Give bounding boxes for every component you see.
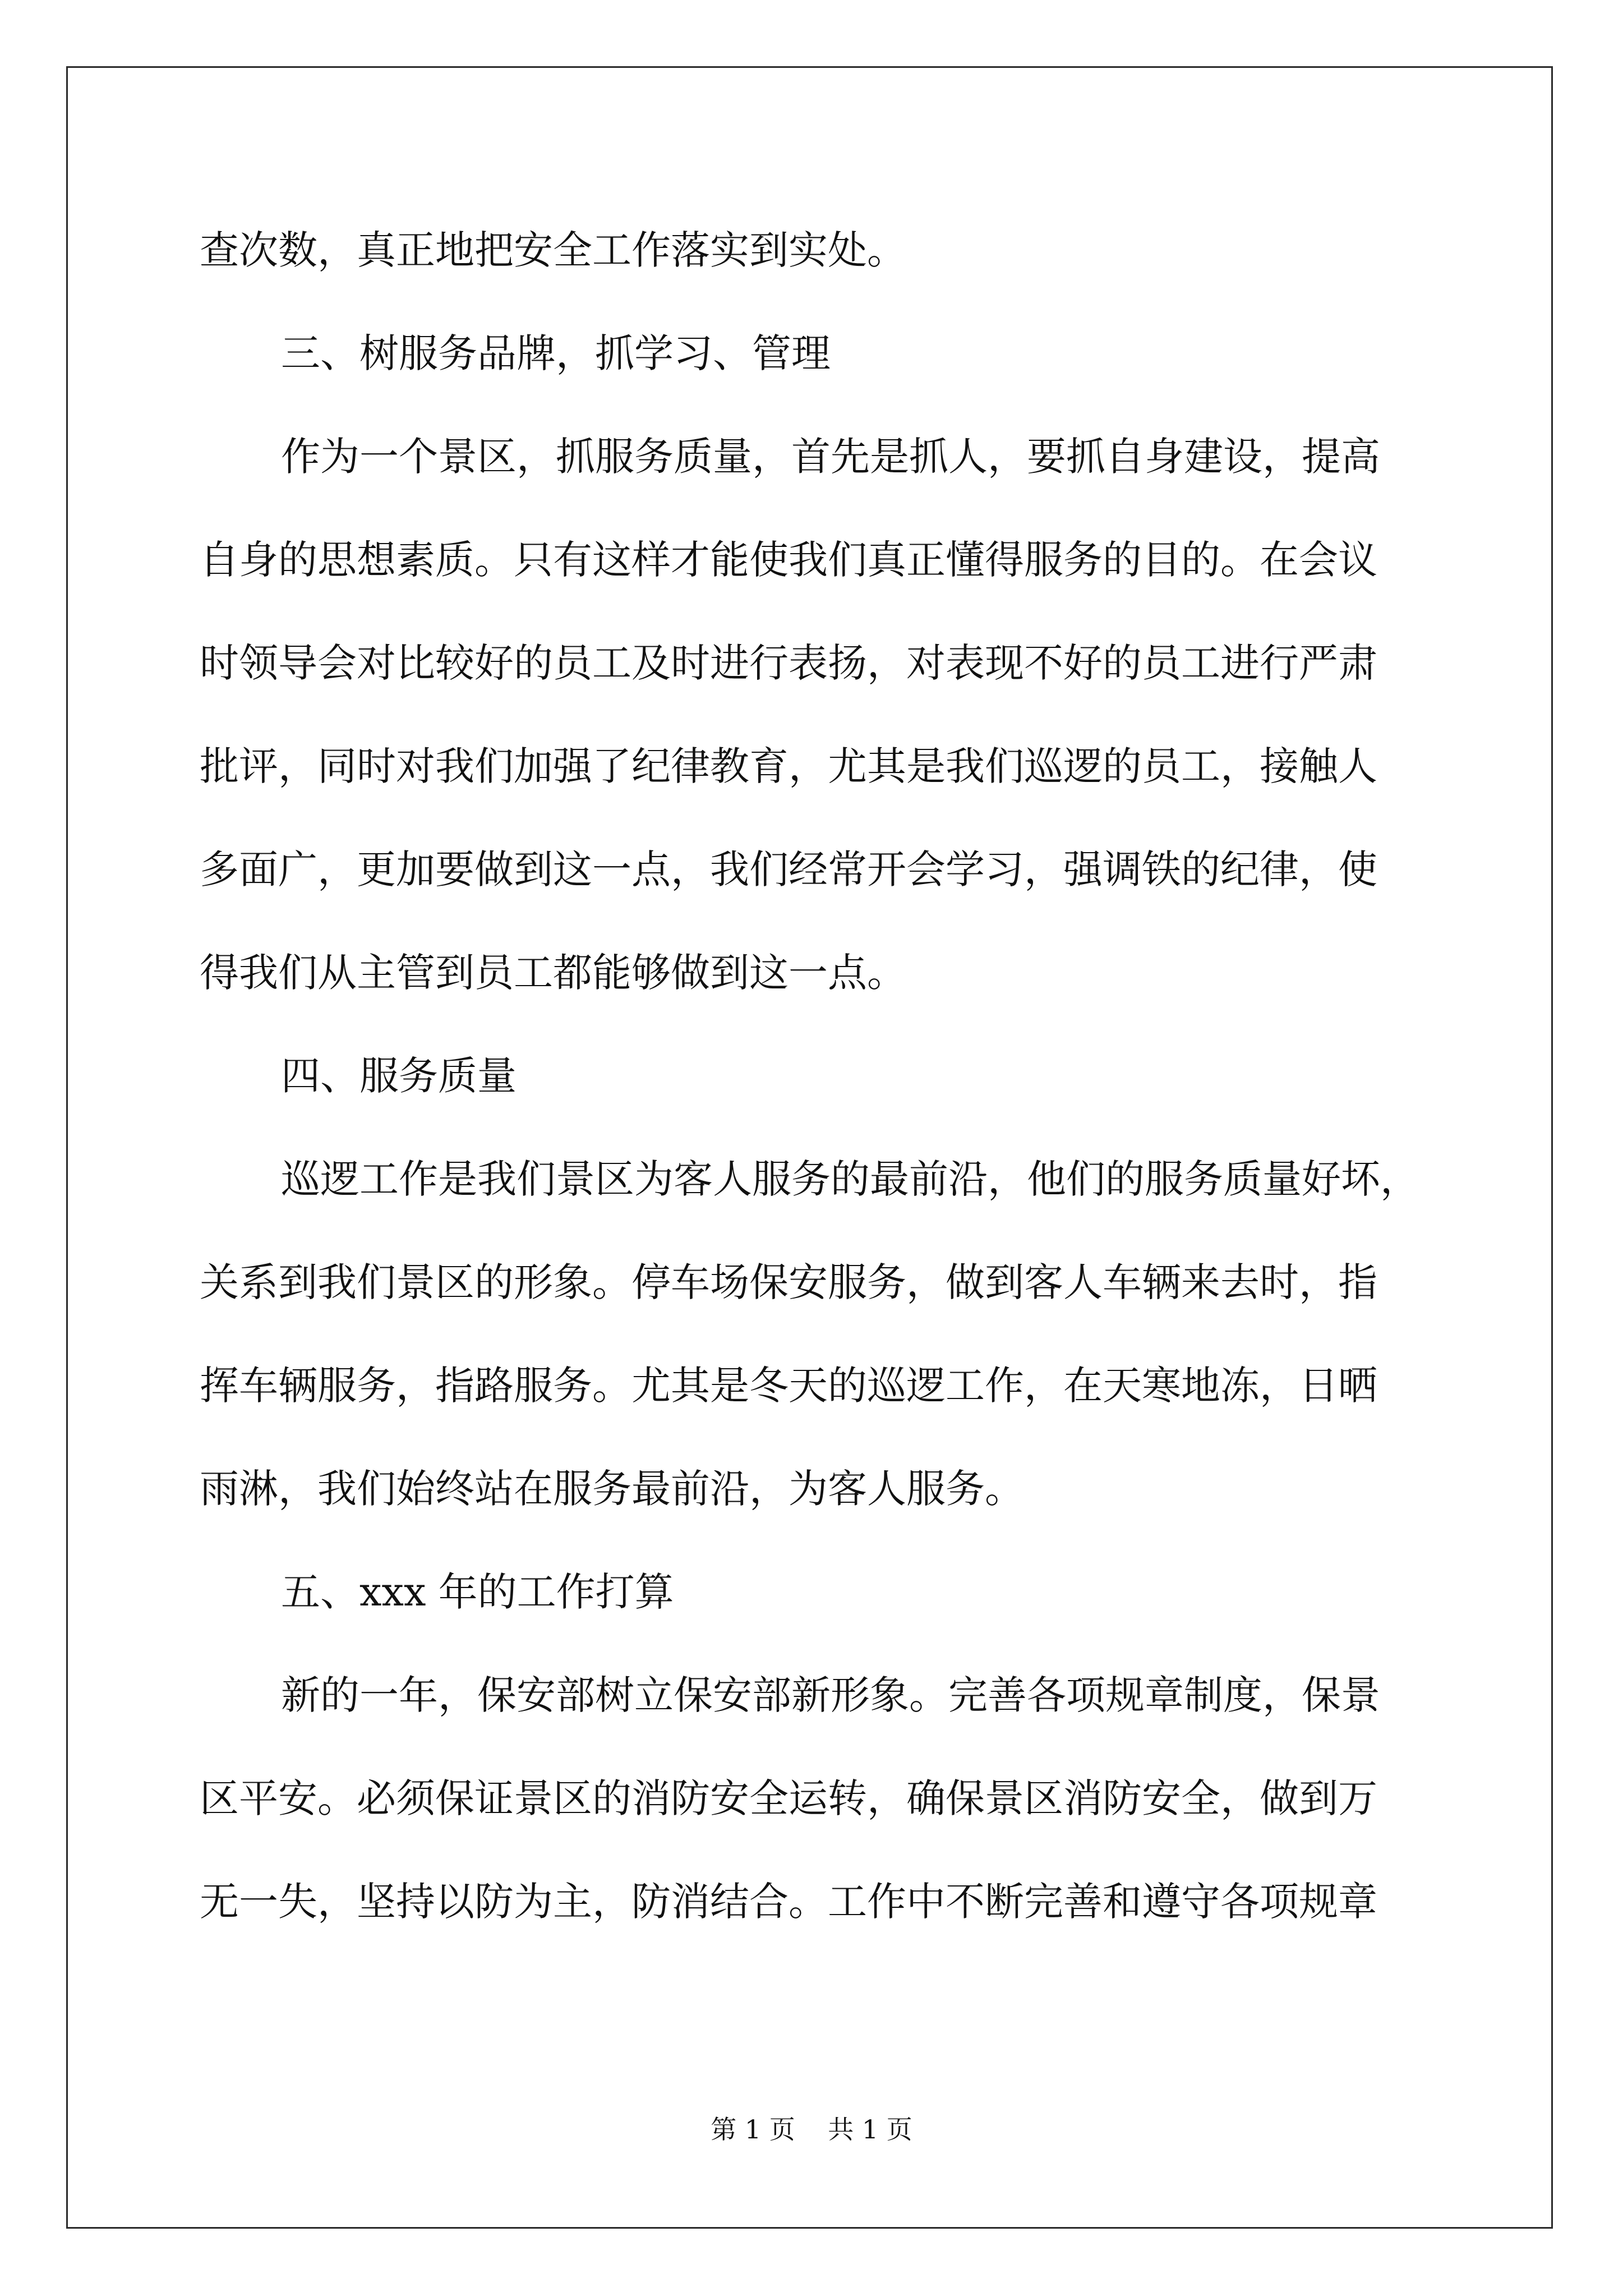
- section-heading: 四、服务质量: [281, 1053, 517, 1099]
- body-line: 无一失，坚持以防为主，防消结合。工作中不断完善和遵守各项规章: [200, 1879, 1377, 1925]
- body-line: 批评，同时对我们加强了纪律教育，尤其是我们巡逻的员工，接触人: [200, 743, 1377, 789]
- body-line: 多面广，更加要做到这一点，我们经常开会学习，强调铁的纪律，使: [200, 846, 1377, 892]
- body-line: 新的一年，保安部树立保安部新形象。完善各项规章制度，保景: [281, 1672, 1380, 1718]
- body-line: 作为一个景区，抓服务质量，首先是抓人，要抓自身建设，提高: [281, 434, 1380, 480]
- body-line: 得我们从主管到员工都能够做到这一点。: [200, 950, 906, 996]
- body-line: 查次数，真正地把安全工作落实到实处。: [200, 227, 906, 273]
- body-line: 时领导会对比较好的员工及时进行表扬，对表现不好的员工进行严肃: [200, 640, 1377, 686]
- body-line: 自身的思想素质。只有这样才能使我们真正懂得服务的目的。在会议: [200, 537, 1377, 583]
- page-footer: 第 1 页 共 1 页: [711, 2114, 912, 2145]
- section-heading: 三、树服务品牌，抓学习、管理: [281, 330, 831, 376]
- body-line: 挥车辆服务，指路服务。尤其是冬天的巡逻工作，在天寒地冻，日晒: [200, 1363, 1377, 1409]
- body-line: 巡逻工作是我们景区为客人服务的最前沿，他们的服务质量好坏，: [281, 1156, 1419, 1202]
- body-line: 关系到我们景区的形象。停车场保安服务，做到客人车辆来去时，指: [200, 1259, 1377, 1305]
- section-heading: 五、xxx 年的工作打算: [281, 1569, 674, 1615]
- body-line: 区平安。必须保证景区的消防安全运转，确保景区消防安全，做到万: [200, 1775, 1377, 1821]
- body-line: 雨淋，我们始终站在服务最前沿，为客人服务。: [200, 1466, 1024, 1512]
